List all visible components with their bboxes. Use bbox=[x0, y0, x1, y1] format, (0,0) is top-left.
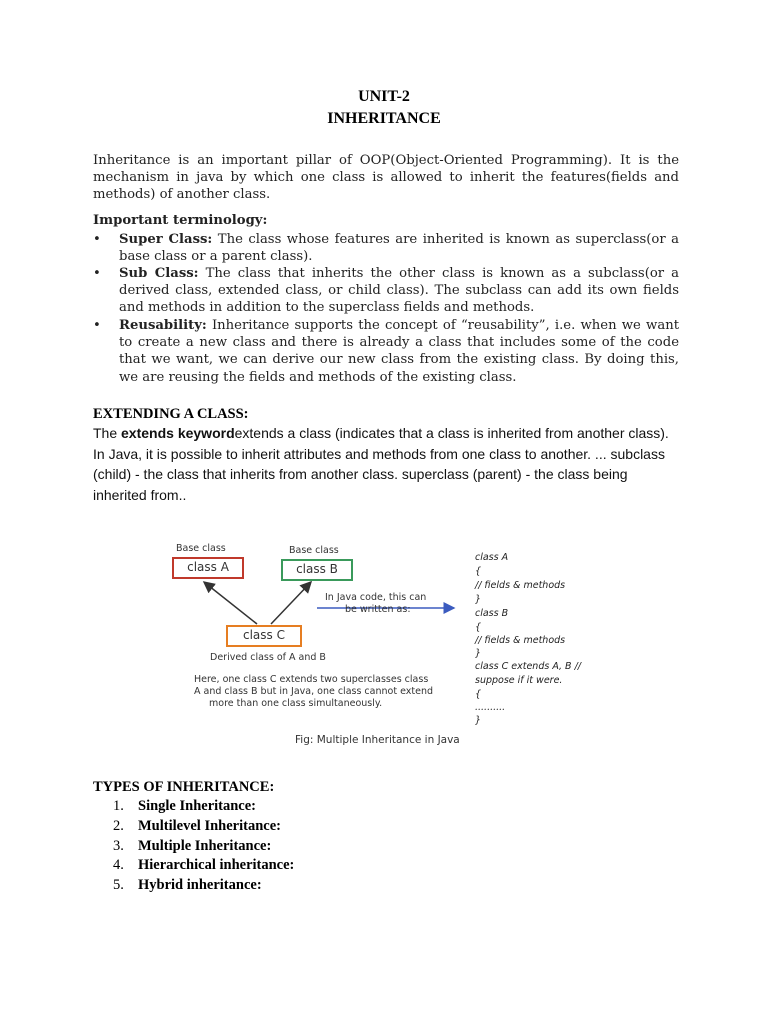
extending-prefix: The bbox=[93, 425, 122, 441]
list-number: 1. bbox=[113, 798, 124, 814]
list-label: Multiple Inheritance: bbox=[138, 837, 272, 854]
list-label: Single Inheritance: bbox=[138, 798, 257, 814]
code-line: { bbox=[475, 689, 482, 700]
extending-heading: EXTENDING A CLASS: bbox=[93, 406, 249, 422]
code-line: // fields & methods bbox=[475, 580, 566, 591]
page-title: INHERITANCE bbox=[327, 110, 441, 127]
code-line: class B bbox=[475, 608, 509, 619]
list-number: 5. bbox=[113, 877, 124, 894]
code-line: suppose if it were. bbox=[475, 675, 563, 686]
list-number: 3. bbox=[113, 837, 124, 854]
intro-paragraph: Inheritance is an important pillar of OOP(Object-Oriented Programming). It is the mechanism in java by which one class is allowed to inherit the features(fields and methods) of another class. bbox=[93, 153, 679, 202]
term-label: Reusability: bbox=[119, 318, 207, 333]
term-label: Sub Class: bbox=[119, 266, 199, 281]
unit-title: UNIT-2 bbox=[358, 88, 410, 105]
term-item-reusability bbox=[93, 317, 679, 386]
code-line: } bbox=[475, 648, 482, 659]
arrow-label-line-1: In Java code, this can bbox=[325, 592, 427, 603]
term-label: Super Class: bbox=[119, 232, 213, 247]
list-label: Multilevel Inheritance: bbox=[138, 817, 281, 834]
types-heading: TYPES OF INHERITANCE: bbox=[93, 779, 275, 795]
inheritance-figure bbox=[159, 535, 611, 753]
arrow-c-to-a bbox=[204, 582, 257, 624]
figure-note-line-1: Here, one class C extends two superclasses class bbox=[194, 674, 429, 685]
class-c-box: class C bbox=[226, 625, 302, 647]
bullet-icon: • bbox=[93, 232, 101, 247]
term-text: The class that inherits the other class is known as a subclass(or a derived class, extended class, or child class). The subclass can add its own fields and methods in addition to the superclass fields and methods. bbox=[119, 266, 679, 316]
code-line: class A bbox=[475, 552, 509, 563]
code-line: // fields & methods bbox=[475, 635, 566, 646]
extending-text: extends a class (indicates that a class is inherited from another class). In Java, it is possible to inherit attributes and methods from one class to another. ... subclass (child) - the class that inherits from another class. superclass (parent) - the class being inherited from.. bbox=[93, 425, 669, 503]
arrow-label-line-2: be written as: bbox=[345, 604, 411, 615]
arrow-c-to-b bbox=[271, 582, 311, 624]
list-number: 2. bbox=[113, 817, 124, 834]
base-class-label-a: Base class bbox=[176, 543, 226, 554]
figure-note-line-2: A and class B but in Java, one class cannot extend bbox=[194, 686, 433, 697]
term-text: The class whose features are inherited is known as superclass(or a base class or a parent class). bbox=[119, 232, 679, 265]
list-number: 4. bbox=[113, 857, 124, 874]
code-line: class C extends A, B // bbox=[475, 661, 581, 672]
code-line: { bbox=[475, 566, 482, 577]
bullet-icon: • bbox=[93, 318, 101, 333]
figure-caption: Fig: Multiple Inheritance in Java bbox=[295, 734, 460, 746]
base-class-label-b: Base class bbox=[289, 545, 339, 556]
class-a-box: class A bbox=[172, 557, 244, 579]
class-b-box: class B bbox=[281, 559, 353, 581]
code-line: } bbox=[475, 715, 482, 726]
term-item-super-class bbox=[93, 231, 679, 265]
figure-note-line-3: more than one class simultaneously. bbox=[209, 698, 383, 709]
code-line: .......... bbox=[475, 702, 506, 713]
derived-class-label: Derived class of A and B bbox=[210, 652, 326, 663]
terminology-heading: Important terminology: bbox=[93, 213, 268, 228]
bullet-icon: • bbox=[93, 266, 101, 281]
term-text: Inheritance supports the concept of “reusability”, i.e. when we want to create a new class and there is already a class that includes some of the code that we want, we can derive our new class from the existing class. By doing this, we are reusing the fields and methods of the existing class. bbox=[119, 318, 679, 385]
extending-paragraph bbox=[93, 423, 679, 505]
list-label: Hybrid inheritance: bbox=[138, 877, 262, 894]
extends-keyword: extends keyword bbox=[121, 425, 235, 441]
code-line: } bbox=[475, 594, 482, 605]
code-line: { bbox=[475, 622, 482, 633]
list-label: Hierarchical inheritance: bbox=[138, 857, 295, 874]
term-item-sub-class bbox=[93, 265, 679, 317]
